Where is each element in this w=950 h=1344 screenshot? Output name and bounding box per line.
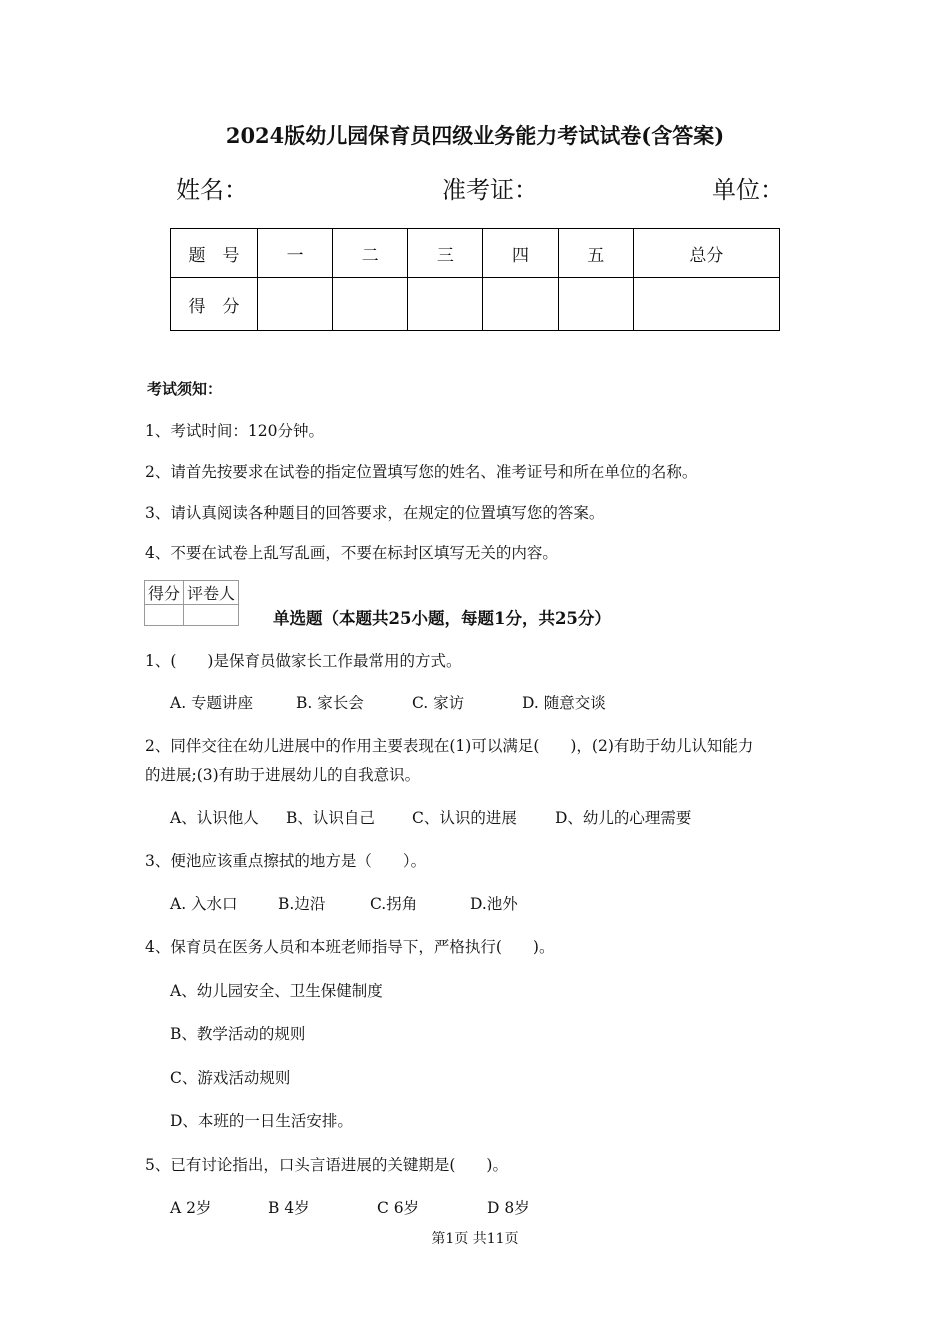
score-cell-4[interactable] [483, 278, 558, 331]
page-footer: 第1页 共11页 [431, 1231, 519, 1247]
score-table-score-row [171, 278, 780, 331]
question-5: 5、已有讨论指出，口头言语进展的关键期是( )。 [145, 1156, 508, 1174]
q2-option-b[interactable]: B、认识自己 [286, 809, 375, 827]
question-2-continued: 的进展;(3)有助于进展幼儿的自我意识。 [145, 766, 421, 784]
q5-option-c[interactable]: C 6岁 [377, 1199, 420, 1217]
grader-score-label: 得分 [145, 581, 184, 605]
notice-item-2: 2、请首先按要求在试卷的指定位置填写您的姓名、准考证号和所在单位的名称。 [145, 463, 698, 481]
q4-option-d[interactable]: D、本班的一日生活安排。 [170, 1112, 353, 1130]
q1-option-c[interactable]: C. 家访 [412, 694, 465, 712]
grader-box [144, 580, 239, 626]
q1-option-d[interactable]: D. 随意交谈 [522, 694, 606, 712]
page-title: 2024版幼儿园保育员四级业务能力考试试卷(含答案) [225, 123, 725, 148]
score-table-header-row [171, 229, 780, 278]
q5-option-b[interactable]: B 4岁 [268, 1199, 310, 1217]
header-cell-total: 总分 [633, 229, 779, 278]
q3-option-c[interactable]: C.拐角 [370, 895, 418, 913]
q1-option-b[interactable]: B. 家长会 [296, 694, 364, 712]
header-cell-4: 四 [483, 229, 558, 278]
header-cell-2: 二 [333, 229, 408, 278]
question-3: 3、便池应该重点擦拭的地方是（ ）。 [145, 852, 427, 870]
section-title: 单选题（本题共25小题，每题1分，共25分） [273, 609, 611, 628]
q2-option-c[interactable]: C、认识的进展 [412, 809, 517, 827]
q3-option-d[interactable]: D.池外 [470, 895, 518, 913]
unit-field-label: 单位： [712, 176, 784, 204]
question-4: 4、保育员在医务人员和本班老师指导下，严格执行( )。 [145, 938, 555, 956]
q4-option-c[interactable]: C、游戏活动规则 [170, 1069, 291, 1087]
notice-title: 考试须知： [147, 380, 223, 398]
q3-option-b[interactable]: B.边沿 [278, 895, 326, 913]
q3-option-a[interactable]: A. 入水口 [170, 895, 238, 913]
score-cell-2[interactable] [333, 278, 408, 331]
notice-item-3: 3、请认真阅读各种题目的回答要求，在规定的位置填写您的答案。 [145, 504, 605, 522]
grader-score-cell[interactable] [145, 605, 184, 626]
row-label-score: 得 分 [171, 278, 258, 331]
question-1: 1、( )是保育员做家长工作最常用的方式。 [145, 652, 462, 670]
q2-option-a[interactable]: A、认识他人 [170, 809, 259, 827]
q5-option-a[interactable]: A 2岁 [170, 1199, 212, 1217]
question-2: 2、同伴交往在幼儿进展中的作用主要表现在(1)可以满足( )，(2)有助于幼儿认知能力 [145, 737, 754, 755]
q4-option-a[interactable]: A、幼儿园安全、卫生保健制度 [170, 982, 383, 1000]
notice-item-1: 1、考试时间：120分钟。 [145, 422, 324, 440]
score-cell-1[interactable] [258, 278, 333, 331]
exam-id-field-label: 准考证： [442, 176, 538, 204]
header-cell-question-no: 题 号 [171, 229, 258, 278]
q4-option-b[interactable]: B、教学活动的规则 [170, 1025, 306, 1043]
score-table [170, 228, 780, 331]
grader-reviewer-label: 评卷人 [184, 581, 239, 605]
q1-option-a[interactable]: A. 专题讲座 [170, 694, 254, 712]
notice-item-4: 4、不要在试卷上乱写乱画，不要在标封区填写无关的内容。 [145, 544, 558, 562]
name-field-label: 姓名： [176, 176, 248, 204]
header-cell-5: 五 [558, 229, 633, 278]
q2-option-d[interactable]: D、幼儿的心理需要 [555, 809, 692, 827]
score-cell-3[interactable] [408, 278, 483, 331]
q5-option-d[interactable]: D 8岁 [487, 1199, 530, 1217]
header-cell-3: 三 [408, 229, 483, 278]
score-cell-5[interactable] [558, 278, 633, 331]
grader-reviewer-cell[interactable] [184, 605, 239, 626]
header-cell-1: 一 [258, 229, 333, 278]
score-cell-total[interactable] [633, 278, 779, 331]
